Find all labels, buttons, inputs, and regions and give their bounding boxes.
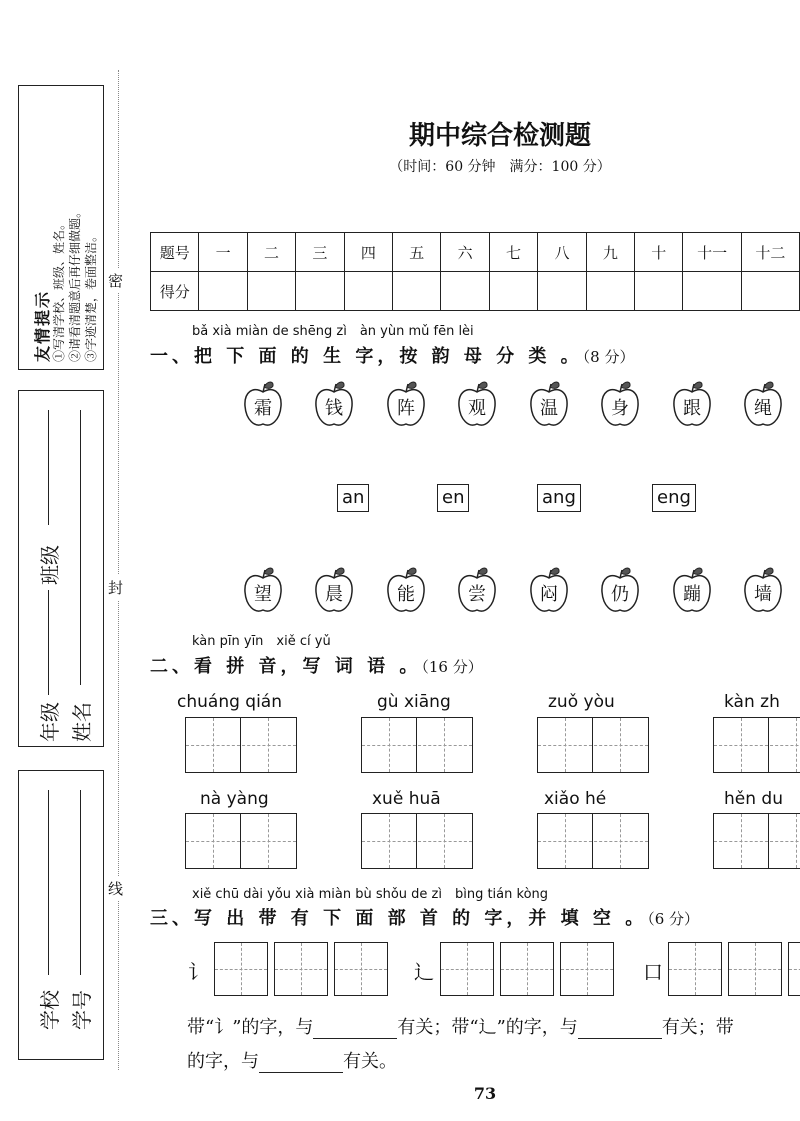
q1-title-text: 一、把 下 面 的 生 字，按 韵 母 分 类 。	[150, 346, 583, 367]
sentence-text: 有关；带“辶”的字，与	[397, 1017, 578, 1038]
rhyme-box-en: en	[437, 484, 469, 512]
rhyme-box-eng: eng	[652, 484, 696, 512]
word-pinyin: zuǒ yòu	[548, 692, 615, 712]
sentence-text: 有关；带	[661, 1017, 734, 1038]
number-line	[80, 790, 81, 975]
tip-3: ③字迹清楚，卷面整洁。	[84, 229, 98, 362]
word-pinyin: gù xiāng	[377, 692, 451, 712]
seal-xian: 线	[108, 876, 123, 901]
apple-character-text: 晨	[325, 584, 343, 605]
radical-write-cell[interactable]	[668, 942, 722, 996]
radical-chuo: 辶	[414, 960, 434, 984]
word-pinyin: hěn du	[724, 789, 783, 809]
apple-character	[312, 566, 356, 616]
writing-grid[interactable]	[713, 813, 800, 869]
score-table-col: 七	[489, 233, 537, 272]
apple-character	[527, 380, 571, 430]
score-table-score-row	[151, 272, 800, 311]
binding-line	[118, 70, 119, 1070]
page-number: 73	[473, 1084, 497, 1103]
class-label: 班级	[38, 545, 62, 585]
apple-character-text: 观	[468, 398, 486, 419]
apple-character	[312, 380, 356, 430]
apple-character-text: 仍	[611, 584, 629, 605]
q1-pinyin: bǎ xià miàn de shēng zì àn yùn mǔ fēn lèi	[192, 324, 474, 339]
score-table-header-row	[151, 233, 800, 272]
apple-character	[241, 566, 285, 616]
apple-character	[598, 380, 642, 430]
q3-title-text: 三、写 出 带 有 下 面 部 首 的 字，并 填 空 。	[150, 908, 648, 929]
radical-write-cell[interactable]	[274, 942, 328, 996]
score-table-col: 九	[586, 233, 634, 272]
apple-character-text: 能	[397, 584, 415, 605]
score-table-col: 八	[538, 233, 586, 272]
sentence-text: 有关。	[343, 1051, 397, 1072]
rhyme-box-ang: ang	[537, 484, 581, 512]
apple-character	[741, 566, 785, 616]
q1-score: （8 分）	[582, 348, 635, 366]
answer-blank[interactable]	[313, 1020, 397, 1039]
page-subtitle: （时间：60 分钟 满分：100 分）	[389, 159, 611, 175]
seal-mi: 密	[108, 268, 123, 293]
score-table-row-label: 得分	[151, 272, 199, 311]
score-cell[interactable]	[247, 272, 295, 311]
apple-character-text: 尝	[468, 584, 486, 605]
score-table-col: 六	[441, 233, 489, 272]
score-cell[interactable]	[586, 272, 634, 311]
apple-character	[455, 566, 499, 616]
name-line	[80, 410, 81, 685]
answer-blank[interactable]	[578, 1020, 662, 1039]
score-cell[interactable]	[741, 272, 799, 311]
writing-grid[interactable]	[361, 813, 473, 869]
q3-score: （6 分）	[647, 910, 700, 928]
score-cell[interactable]	[441, 272, 489, 311]
apple-character	[241, 380, 285, 430]
radical-write-cell[interactable]	[334, 942, 388, 996]
number-label: 学号	[70, 990, 94, 1030]
page-title: 期中综合检测题	[408, 121, 591, 151]
word-pinyin: xiǎo hé	[544, 789, 607, 809]
radical-write-cell[interactable]	[214, 942, 268, 996]
writing-grid[interactable]	[713, 717, 800, 773]
q2-title	[150, 652, 483, 678]
apple-character	[384, 380, 428, 430]
q1-title	[150, 342, 634, 368]
score-cell[interactable]	[296, 272, 344, 311]
score-cell[interactable]	[538, 272, 586, 311]
apple-character-text: 跟	[683, 398, 701, 419]
rhyme-box-an: an	[337, 484, 369, 512]
tips-title: 友情提示	[33, 289, 52, 362]
apple-character-text: 墙	[754, 584, 772, 605]
score-table-col: 二	[247, 233, 295, 272]
q3-sentence-1	[187, 1013, 734, 1039]
radical-yan: 讠	[188, 960, 208, 984]
name-label: 姓名	[70, 702, 94, 742]
q3-pinyin: xiě chū dài yǒu xià miàn bù shǒu de zì bìng tián kòng	[192, 887, 549, 902]
q2-pinyin: kàn pīn yīn xiě cí yǔ	[192, 634, 331, 649]
score-table-col: 五	[393, 233, 441, 272]
school-label: 学校	[38, 990, 62, 1030]
writing-grid[interactable]	[361, 717, 473, 773]
apple-character	[455, 380, 499, 430]
radical-kou: 口	[643, 960, 663, 984]
apple-character	[527, 566, 571, 616]
seal-feng: 封	[108, 575, 123, 600]
word-pinyin: xuě huā	[372, 789, 441, 809]
score-table-col: 十一	[683, 233, 741, 272]
word-pinyin: nà yàng	[200, 789, 269, 809]
q2-score: （16 分）	[421, 658, 483, 676]
radical-write-cell[interactable]	[440, 942, 494, 996]
writing-grid[interactable]	[185, 813, 297, 869]
word-pinyin: kàn zh	[724, 692, 780, 712]
apple-character-text: 阵	[397, 398, 415, 419]
grade-label: 年级	[38, 702, 62, 742]
score-table	[150, 232, 800, 311]
school-line	[48, 790, 49, 975]
q3-title	[150, 904, 699, 930]
tip-2: ②请看清题意后再仔细做题。	[68, 205, 82, 362]
apple-character	[670, 566, 714, 616]
apple-character	[598, 566, 642, 616]
apple-character	[670, 380, 714, 430]
answer-blank[interactable]	[259, 1054, 343, 1073]
radical-write-cell[interactable]	[788, 942, 800, 996]
apple-character-text: 温	[540, 398, 558, 419]
score-cell[interactable]	[635, 272, 683, 311]
grade-line	[48, 590, 49, 695]
sentence-text: 的字，与	[187, 1051, 259, 1072]
radical-write-cell[interactable]	[560, 942, 614, 996]
score-table-col: 一	[199, 233, 247, 272]
score-cell[interactable]	[683, 272, 741, 311]
score-cell[interactable]	[489, 272, 537, 311]
tip-1: ①写清学校、班级、姓名。	[52, 217, 66, 362]
score-table-col: 十	[635, 233, 683, 272]
apple-character-text: 望	[254, 584, 272, 605]
class-line	[48, 410, 49, 525]
writing-grid[interactable]	[537, 717, 649, 773]
apple-character-text: 蹦	[683, 584, 701, 605]
radical-write-cell[interactable]	[500, 942, 554, 996]
apple-character	[741, 380, 785, 430]
apple-character	[384, 566, 428, 616]
score-table-col: 四	[344, 233, 392, 272]
apple-character-text: 绳	[754, 398, 772, 419]
writing-grid[interactable]	[537, 813, 649, 869]
score-table-col: 三	[296, 233, 344, 272]
apple-character-text: 闷	[540, 584, 558, 605]
apple-character-text: 钱	[325, 398, 343, 419]
score-table-col: 十二	[741, 233, 799, 272]
score-cell[interactable]	[393, 272, 441, 311]
apple-character-text: 霜	[254, 398, 272, 419]
apple-character-text: 身	[611, 398, 629, 419]
radical-write-cell[interactable]	[728, 942, 782, 996]
score-table-row-label: 题号	[151, 233, 199, 272]
q2-title-text: 二、看 拼 音，写 词 语 。	[150, 656, 422, 677]
word-pinyin: chuáng qián	[177, 692, 282, 712]
score-cell[interactable]	[199, 272, 247, 311]
writing-grid[interactable]	[185, 717, 297, 773]
score-cell[interactable]	[344, 272, 392, 311]
sentence-text: 带“讠”的字，与	[187, 1017, 314, 1038]
q3-sentence-2	[187, 1047, 397, 1073]
